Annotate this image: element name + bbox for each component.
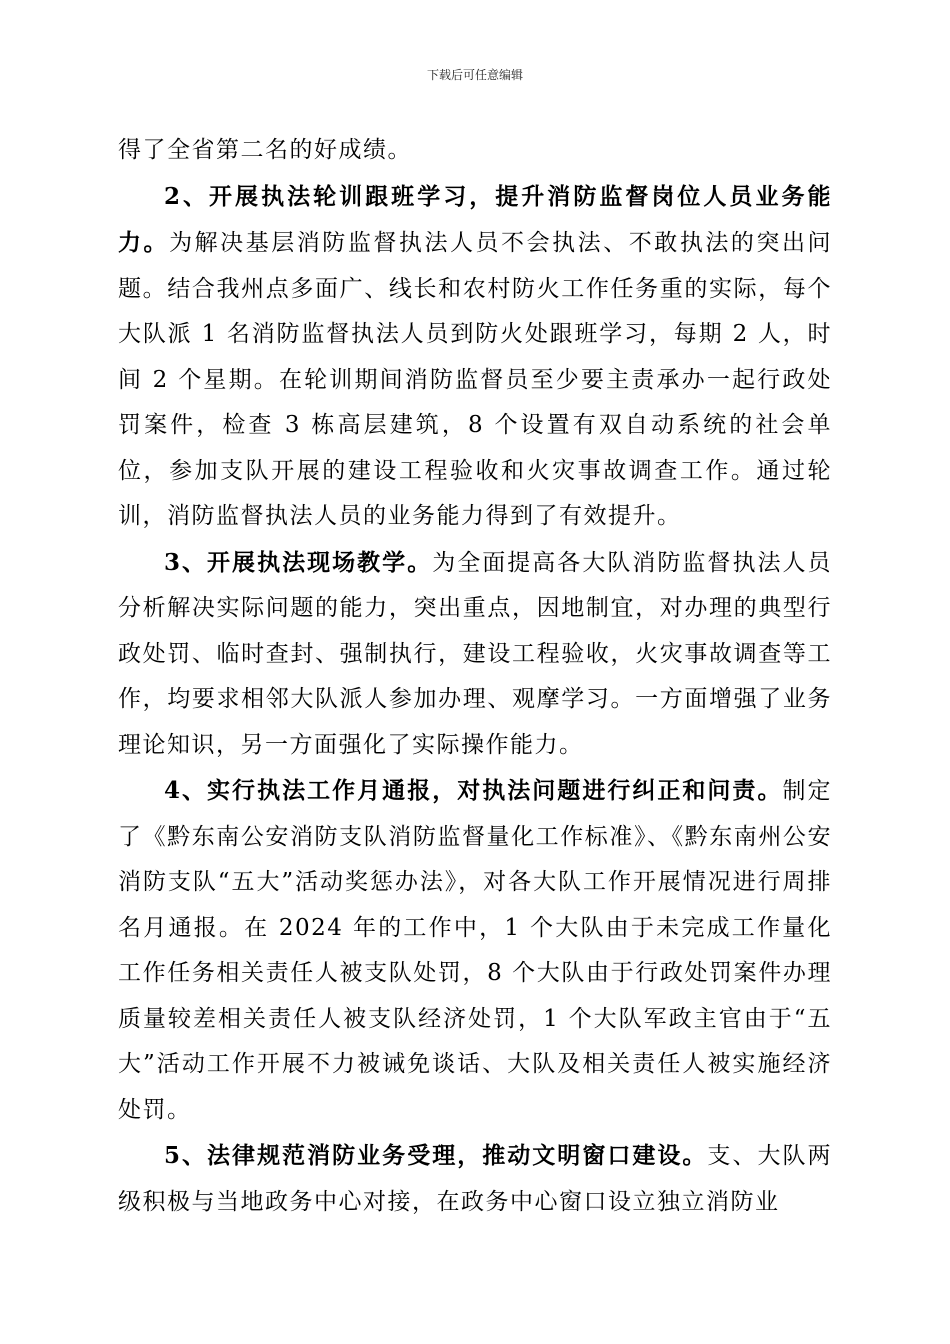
paragraph-text: 得了全省第二名的好成绩。 xyxy=(118,137,412,163)
paragraph-text: 制定了《黔东南公安消防支队消防监督量化工作标准》、《黔东南州公安消防支队“五大”活动奖惩办法》，对各大队工作开展情况进行周排名月通报。在 2024 年的工作中，1 个大队由于未完成工作量化工作任务相关责任人被支队处罚，8 个大队由于行政处罚案件办理质量较差相关责任人被支队经济处罚，1 个大队军政主官由于“五大”活动工作开展不力被诫免谈话、大队及相关责任人被实施经济处罚。 xyxy=(118,778,833,1123)
paragraph-item-5 xyxy=(118,1133,832,1225)
paragraph-heading: 2、开展执法轮训跟班学习，提升消防监督岗位人员业务能力。 xyxy=(118,182,832,256)
paragraph-item-2 xyxy=(118,174,832,540)
paragraph-continuation xyxy=(118,127,832,174)
paragraph-text: 为解决基层消防监督执法人员不会执法、不敢执法的突出问题。结合我州点多面广、线长和农村防火工作任务重的实际，每个大队派 1 名消防监督执法人员到防火处跟班学习，每期 2 人，时间 2 个星期。在轮训期间消防监督员至少要主责承办一起行政处罚案件，检查 3 栋高层建筑，8 个设置有双自动系统的社会单位，参加支队开展的建设工程验收和火灾事故调查工作。通过轮训，消防监督执法人员的业务能力得到了有效提升。 xyxy=(118,230,833,529)
paragraph-heading: 3、开展执法现场教学。 xyxy=(164,548,433,576)
paragraph-text: 为全面提高各大队消防监督执法人员分析解决实际问题的能力，突出重点，因地制宜，对办理的典型行政处罚、临时查封、强制执行，建设工程验收，火灾事故调查等工作，均要求相邻大队派人参加办理、观摩学习。一方面增强了业务理论知识，另一方面强化了实际操作能力。 xyxy=(118,549,832,758)
paragraph-item-3 xyxy=(118,540,832,769)
page-header: 下载后可任意编辑 xyxy=(426,68,523,82)
document-body xyxy=(118,127,832,1225)
paragraph-heading: 4、实行执法工作月通报，对执法问题进行纠正和问责。 xyxy=(164,777,783,804)
paragraph-heading: 5、法律规范消防业务受理，推动文明窗口建设。 xyxy=(164,1142,708,1169)
paragraph-item-4 xyxy=(118,768,832,1133)
paragraph-text: 支、大队两级积极与当地政务中心对接，在政务中心窗口设立独立消防业 xyxy=(118,1143,832,1215)
